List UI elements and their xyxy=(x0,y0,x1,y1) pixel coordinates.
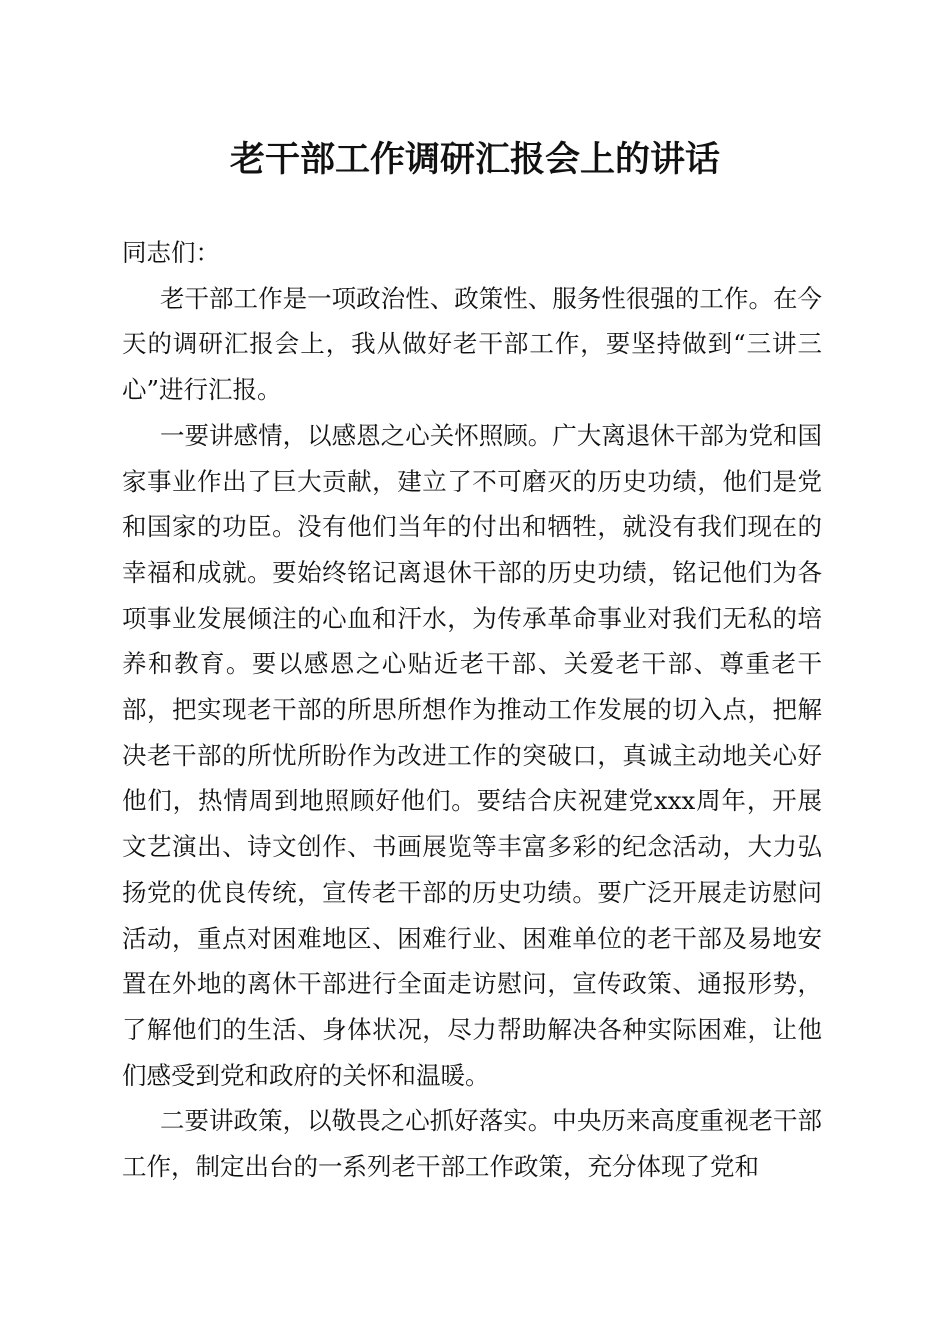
paragraph-point-two: 二要讲政策，以敬畏之心抓好落实。中央历来高度重视老干部工作，制定出台的一系列老干部工作政策，充分体现了党和 xyxy=(122,1106,822,1182)
document-title: 老干部工作调研汇报会上的讲话 xyxy=(229,139,720,180)
document-body xyxy=(122,230,822,1190)
paragraph-point-one: 一要讲感情，以感恩之心关怀照顾。广大离退休干部为党和国家事业作出了巨大贡献，建立了不可磨灭的历史功绩，他们是党和国家的功臣。没有他们当年的付出和牺牲，就没有我们现在的幸福和成就。要始终铭记离退休干部的历史功绩，铭记他们为各项事业发展倾注的心血和汗水，为传承革命事业对我们无私的培养和教育。要以感恩之心贴近老干部、关爱老干部、尊重老干部，把实现老干部的所思所想作为推动工作发展的切入点，把解决老干部的所忧所盼作为改进工作的突破口，真诚主动地关心好他们，热情周到地照顾好他们。要结合庆祝建党xxx周年，开展文艺演出、诗文创作、书画展览等丰富多彩的纪念活动，大力弘扬党的优良传统，宣传老干部的历史功绩。要广泛开展走访慰问活动，重点对困难地区、困难行业、困难单位的老干部及易地安置在外地的离休干部进行全面走访慰问，宣传政策、通报形势，了解他们的生活、身体状况，尽力帮助解决各种实际困难，让他们感受到党和政府的关怀和温暖。 xyxy=(122,420,822,1090)
paragraph-intro: 老干部工作是一项政治性、政策性、服务性很强的工作。在今天的调研汇报会上，我从做好老干部工作，要坚持做到“三讲三心”进行汇报。 xyxy=(122,283,822,405)
salutation: 同志们： xyxy=(122,238,220,267)
